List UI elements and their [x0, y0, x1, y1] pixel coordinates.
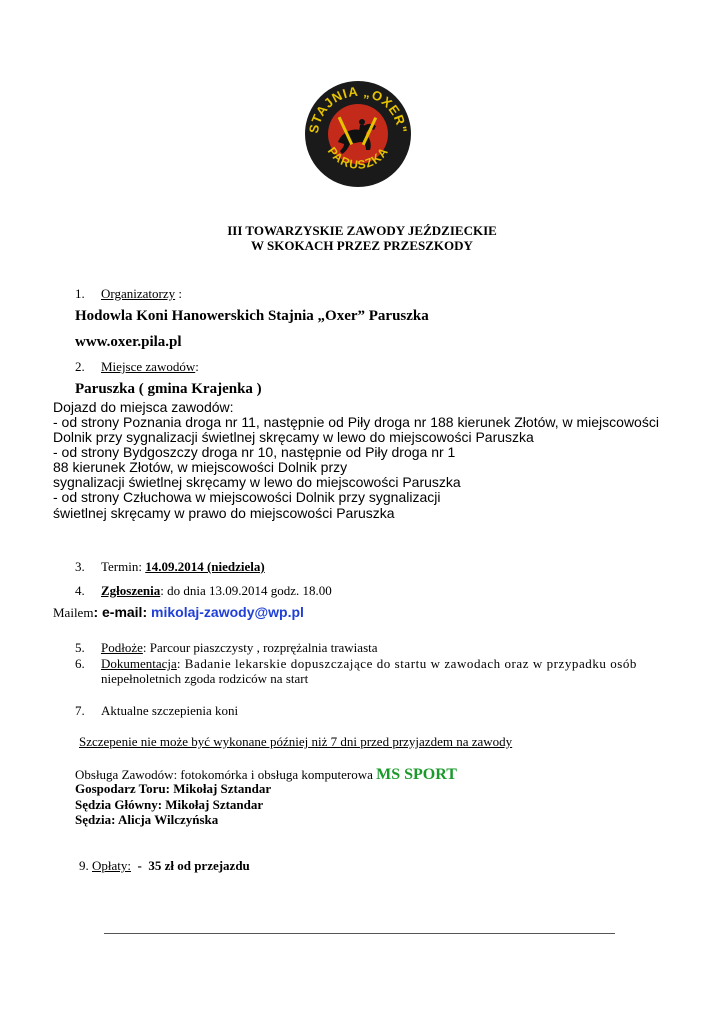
chief-judge: Sędzia Główny: Mikołaj Sztandar [75, 797, 264, 812]
section-4-label: Zgłoszenia [101, 583, 161, 598]
logo-bottom-text: PARUSZKA [324, 144, 392, 172]
section-4-registration [75, 583, 332, 599]
fees-row [79, 858, 250, 874]
logo-top-text: STAJNIA „OXER" [305, 83, 410, 135]
section-7-vaccination [75, 703, 238, 719]
service-company: MS SPORT [376, 766, 457, 783]
organizer-name: Hodowla Koni Hanowerskich Stajnia „Oxer” Paruszka [75, 308, 429, 324]
judge: Sędzia: Alicja Wilczyńska [75, 812, 219, 827]
section-2-label: Miejsce zawodów [101, 359, 196, 374]
section-5-label: Podłoże [101, 640, 143, 655]
section-1-label: Organizatorzy [101, 286, 176, 301]
section-6-number: 6. [75, 656, 85, 671]
section-3-label: Termin: [101, 559, 146, 574]
service-label: Obsługa Zawodów: fotokomórka i obsługa komputerowa [75, 767, 377, 782]
email-row [53, 604, 304, 622]
section-1-number: 1. [75, 286, 85, 301]
bottom-divider [104, 933, 615, 934]
directions-line: Dojazd do miejsca zawodów: [53, 399, 234, 415]
section-3-date [75, 559, 265, 575]
organizer-website: www.oxer.pila.pl [75, 334, 182, 350]
docs-line-1: : Badanie lekarskie dopuszczające do startu w zawodach oraz w przypadku osób [176, 656, 637, 671]
venue-place: Paruszka ( gmina Krajenka ) [75, 381, 262, 397]
fees-label: Opłaty: [92, 858, 131, 873]
section-2-number: 2. [75, 359, 85, 374]
directions-line: - od strony Człuchowa w miejscowości Dolnik przy sygnalizacji [53, 489, 441, 505]
vaccine-note: Szczepenie nie może być wykonane później niż 7 dni przed przyjazdem na zawody [79, 734, 513, 749]
directions-line: - od strony Poznania droga nr 11, następnie od Piły droga nr 188 kierunek Złotów, w miejscowości [53, 414, 659, 430]
section-7-number: 7. [75, 703, 85, 718]
section-6-docs [75, 656, 637, 672]
section-1-heading [75, 286, 182, 302]
directions-line: świetlnej skręcamy w prawo do miejscowości Paruszka [53, 505, 395, 521]
svg-text:STAJNIA „OXER" [306, 84, 410, 135]
section-5-surface [75, 640, 378, 656]
section-3-number: 3. [75, 559, 85, 574]
registration-deadline: : do dnia 13.09.2014 godz. 18.00 [160, 583, 332, 598]
section-7-label: Aktualne szczepienia koni [101, 703, 239, 718]
directions-line: Dolnik przy sygnalizacji świetlnej skręcamy w lewo do miejscowości Paruszka [53, 429, 534, 445]
directions-line: 88 kierunek Złotów, w miejscowości Dolnik przy [53, 459, 348, 475]
section-2-colon: : [195, 359, 199, 374]
event-date: 14.09.2014 (niedziela) [145, 559, 265, 574]
email-prefix: : e-mail: [93, 604, 152, 620]
surface-value: : Parcour piaszczysty , rozprężalnia trawiasta [142, 640, 378, 655]
title-line-1: III TOWARZYSKIE ZAWODY JEŹDZIECKIE [227, 223, 497, 238]
docs-line-2: niepełnoletnich zgoda rodziców na start [101, 671, 309, 686]
fees-value: - 35 zł od przejazdu [131, 858, 250, 873]
title-line-2: W SKOKACH PRZEZ PRZESZKODY [251, 238, 473, 253]
email-label: Mailem [53, 605, 94, 620]
directions-line: - od strony Bydgoszczy droga nr 10, następnie od Piły droga nr 1 [53, 444, 456, 460]
logo [304, 80, 412, 188]
section-1-colon: : [175, 286, 182, 301]
section-6-label: Dokumentacja [101, 656, 177, 671]
course-host: Gospodarz Toru: Mikołaj Sztandar [75, 781, 272, 796]
fees-number: 9. [79, 858, 89, 873]
directions-line: sygnalizacji świetlnej skręcamy w lewo do miejscowości Paruszka [53, 474, 461, 490]
section-5-number: 5. [75, 640, 85, 655]
svg-text:PARUSZKA [325, 144, 391, 172]
email-link[interactable]: mikolaj-zawody@wp.pl [151, 604, 304, 620]
section-2-heading [75, 359, 199, 375]
section-4-number: 4. [75, 583, 85, 598]
